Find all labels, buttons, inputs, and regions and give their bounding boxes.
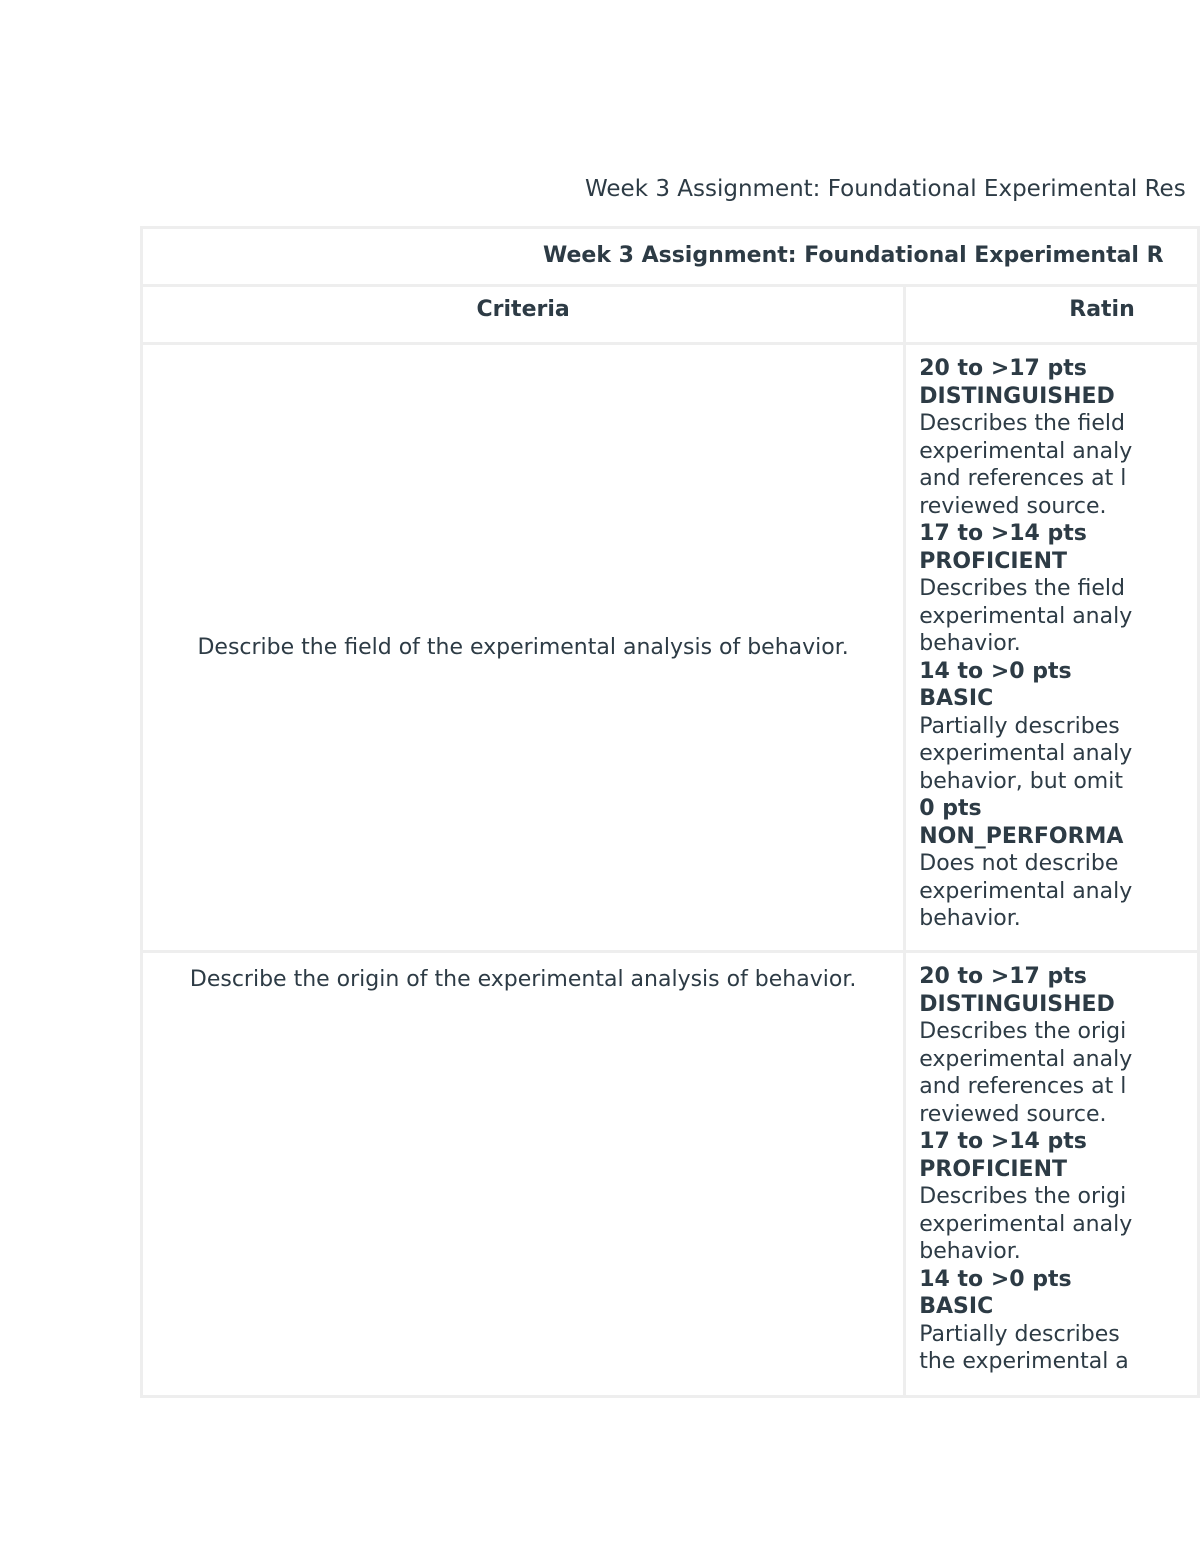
rating-description-line: experimental analy <box>919 438 1133 464</box>
rating-points: 17 to >14 pts <box>919 521 1087 546</box>
rating-block <box>919 1128 1197 1266</box>
rating-description-line: experimental analy <box>919 878 1133 904</box>
rating-label: PROFICIENT <box>919 548 1068 574</box>
rating-description-line: Partially describes <box>919 1321 1120 1347</box>
rubric-caption-cell <box>142 228 1199 286</box>
rubric-caption-row <box>142 228 1199 286</box>
rating-block <box>919 658 1197 796</box>
rating-points: 0 pts <box>919 796 982 821</box>
ratings-header-label: Ratin <box>1069 297 1135 322</box>
rating-description-line: Partially describes <box>919 713 1120 739</box>
rating-description-line: Describes the origi <box>919 1184 1127 1209</box>
criterion-cell <box>142 344 905 952</box>
criterion-row <box>142 952 1199 1397</box>
document-title: Week 3 Assignment: Foundational Experimental Res <box>585 176 1186 202</box>
rating-label: BASIC <box>919 686 994 711</box>
rating-block <box>919 963 1197 1128</box>
criterion-text: Describe the field of the experimental analysis of behavior. <box>197 635 849 660</box>
criterion-row <box>142 344 1199 952</box>
rating-label: NON_PERFORMA <box>919 823 1124 849</box>
criterion-text: Describe the origin of the experimental analysis of behavior. <box>189 967 857 992</box>
rating-description-line: experimental analy <box>919 1211 1133 1237</box>
criterion-cell <box>142 952 905 1397</box>
rating-description-line: behavior. <box>919 1239 1021 1264</box>
ratings-cell <box>905 344 1199 952</box>
rating-points: 14 to >0 pts <box>919 658 1072 684</box>
rating-points: 20 to >17 pts <box>919 356 1087 381</box>
rubric-caption: Week 3 Assignment: Foundational Experimental R <box>543 243 1164 268</box>
rating-label: DISTINGUISHED <box>919 383 1115 409</box>
rubric-table <box>140 226 1200 1398</box>
rating-description-line: behavior. <box>919 631 1021 656</box>
rating-description-line: experimental analy <box>919 1046 1133 1072</box>
rating-label: DISTINGUISHED <box>919 991 1115 1017</box>
rating-label: BASIC <box>919 1294 994 1319</box>
rating-description-line: behavior. <box>919 906 1021 931</box>
rating-description-line: behavior, but omit <box>919 768 1123 794</box>
rating-description-line: reviewed source. <box>919 1101 1107 1127</box>
rating-block <box>919 795 1197 933</box>
rating-block <box>919 355 1197 520</box>
ratings-header <box>905 286 1199 344</box>
rating-block <box>919 520 1197 658</box>
rating-description-line: Describes the field <box>919 411 1125 436</box>
rating-points: 14 to >0 pts <box>919 1266 1072 1292</box>
rubric-header-row <box>142 286 1199 344</box>
rating-description-line: and references at l <box>919 466 1127 491</box>
rating-description-line: the experimental a <box>919 1349 1129 1374</box>
ratings-cell <box>905 952 1199 1397</box>
rating-block <box>919 1266 1197 1376</box>
criteria-header <box>142 286 905 344</box>
rating-label: PROFICIENT <box>919 1156 1068 1182</box>
rating-description-line: experimental analy <box>919 603 1133 629</box>
criteria-header-label: Criteria <box>476 297 570 322</box>
rating-description-line: Does not describe <box>919 851 1119 876</box>
rating-description-line: reviewed source. <box>919 493 1107 519</box>
rating-description-line: Describes the origi <box>919 1019 1127 1044</box>
rating-description-line: Describes the field <box>919 576 1125 601</box>
rating-points: 20 to >17 pts <box>919 964 1087 989</box>
rating-description-line: and references at l <box>919 1074 1127 1099</box>
rating-points: 17 to >14 pts <box>919 1129 1087 1154</box>
rating-description-line: experimental analy <box>919 741 1133 766</box>
